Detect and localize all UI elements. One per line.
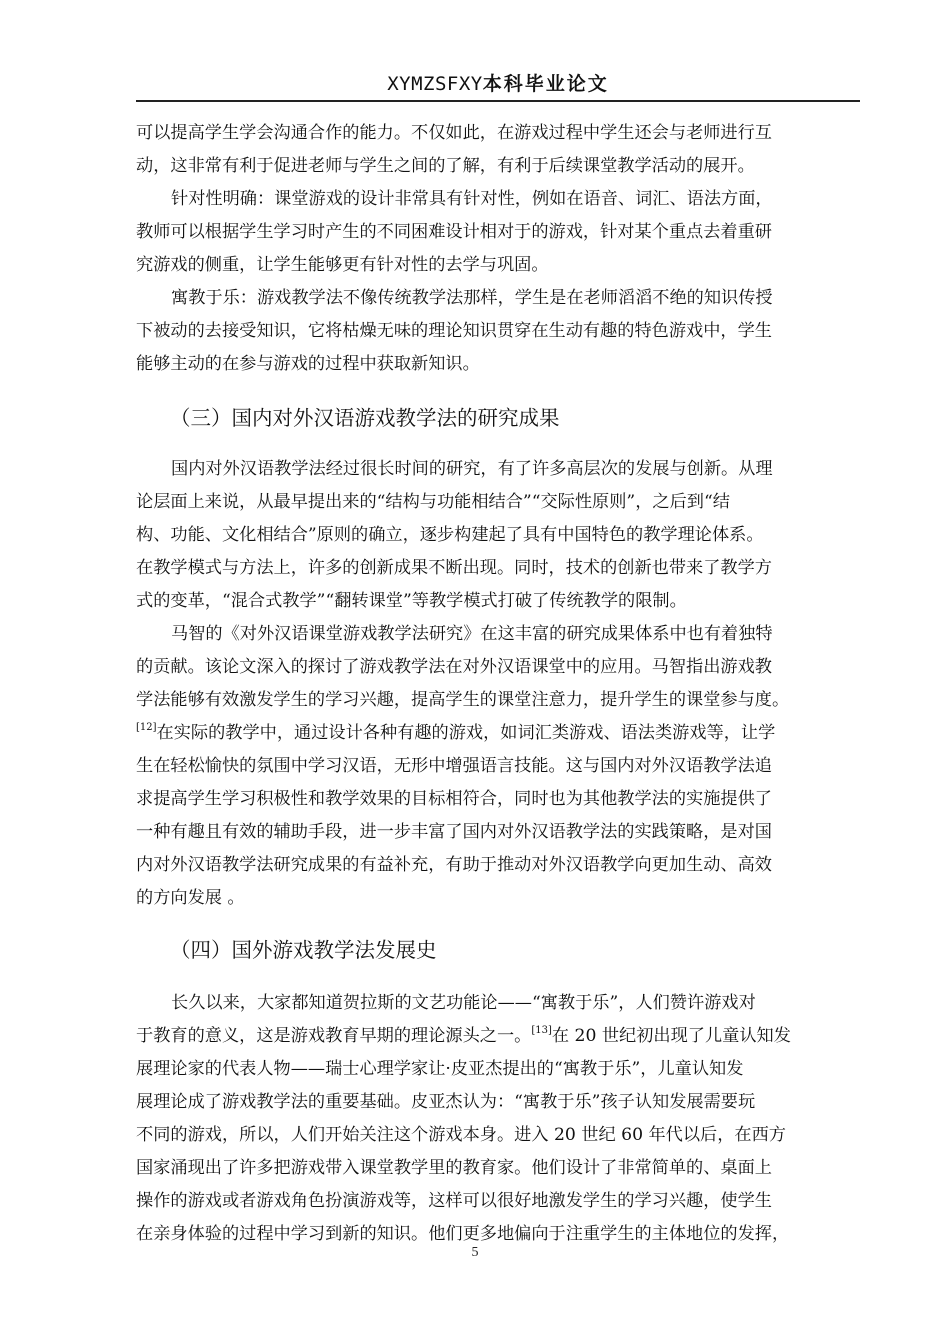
line-text: 在 20 世纪初出现了儿童认知发 [551, 1026, 791, 1046]
text-line: 长久以来，大家都知道贺拉斯的文艺功能论——“寓教于乐”，人们赞许游戏对 [171, 993, 756, 1013]
section-heading: （三）国内对外汉语游戏教学法的研究成果 [170, 406, 560, 430]
text-line: 教师可以根据学生学习时产生的不同困难设计相对于的游戏，针对某个重点去着重研 [136, 222, 772, 242]
paragraph [136, 987, 860, 1251]
text-line: 能够主动的在参与游戏的过程中获取新知识。 [136, 354, 480, 374]
text-line: 的方向发展 。 [136, 888, 245, 908]
text-line: 一种有趣且有效的辅助手段，进一步丰富了国内对外汉语教学法的实践策略，是对国 [136, 822, 772, 842]
text-line: 在教学模式与方法上，许多的创新成果不断出现。同时，技术的创新也带来了教学方 [136, 558, 772, 578]
citation-ref: [12] [136, 722, 157, 733]
document-body [136, 117, 860, 1251]
text-line: 国家涌现出了许多把游戏带入课堂教学里的教育家。他们设计了非常简单的、桌面上 [136, 1158, 772, 1178]
text-line: 生在轻松愉快的氛围中学习汉语，无形中增强语言技能。这与国内对外汉语教学法追 [136, 756, 772, 776]
paragraph [136, 453, 860, 618]
text-line: 针对性明确：课堂游戏的设计非常具有针对性，例如在语音、词汇、语法方面， [171, 189, 773, 209]
paragraph [136, 618, 860, 915]
text-line: 动，这非常有利于促进老师与学生之间的了解，有利于后续课堂教学活动的展开。 [136, 156, 755, 176]
header-latin: XYMZSFXY [387, 73, 483, 95]
header-chinese: 本科毕业论文 [482, 73, 609, 95]
text-line: 构、功能、文化相结合”原则的确立，逐步构建起了具有中国特色的教学理论体系。 [136, 525, 764, 545]
text-line: 寓教于乐：游戏教学法不像传统教学法那样，学生是在老师滔滔不绝的知识传授 [171, 288, 773, 308]
text-line: 求提高学生学习积极性和教学效果的目标相符合，同时也为其他教学法的实施提供了 [136, 789, 772, 809]
text-line: 式的变革，“混合式教学”“翻转课堂”等教学模式打破了传统教学的限制。 [136, 591, 687, 611]
text-line: 展理论家的代表人物——瑞士心理学家让·皮亚杰提出的“寓教于乐”，儿童认知发 [136, 1059, 744, 1079]
page-header [136, 70, 860, 98]
text-line: 在亲身体验的过程中学习到新的知识。他们更多地偏向于注重学生的主体地位的发挥， [136, 1224, 790, 1244]
citation-ref: [13] [531, 1025, 552, 1036]
text-line: 展理论成了游戏教学法的重要基础。皮亚杰认为：“寓教于乐”孩子认知发展需要玩 [136, 1092, 756, 1112]
header-rule [136, 100, 860, 102]
text-line: 国内对外汉语教学法经过很长时间的研究，有了许多高层次的发展与创新。从理 [171, 459, 773, 479]
text-line: 学法能够有效激发学生的学习兴趣，提高学生的课堂注意力，提升学生的课堂参与度。 [136, 690, 790, 710]
text-line: 马智的《对外汉语课堂游戏教学法研究》在这丰富的研究成果体系中也有着独特 [171, 624, 773, 644]
text-line: 不同的游戏，所以，人们开始关注这个游戏本身。进入 20 世纪 60 年代以后，在西方 [136, 1125, 786, 1145]
line-text: 于教育的意义，这是游戏教育早期的理论源头之一。 [136, 1026, 532, 1046]
text-line: 可以提高学生学会沟通合作的能力。不仅如此，在游戏过程中学生还会与老师进行互 [136, 123, 772, 143]
paragraph [136, 117, 860, 183]
text-line: 的贡献。该论文深入的探讨了游戏教学法在对外汉语课堂中的应用。马智指出游戏教 [136, 657, 772, 677]
text-line: 操作的游戏或者游戏角色扮演游戏等，这样可以很好地激发学生的学习兴趣，使学生 [136, 1191, 772, 1211]
text-line: 内对外汉语教学法研究成果的有益补充，有助于推动对外汉语教学向更加生动、高效 [136, 855, 772, 875]
text-line: 下被动的去接受知识，它将枯燥无味的理论知识贯穿在生动有趣的特色游戏中，学生 [136, 321, 772, 341]
paragraph [136, 183, 860, 282]
text-line: 论层面上来说，从最早提出来的“结构与功能相结合”“交际性原则”，之后到“结 [136, 492, 730, 512]
paragraph [136, 282, 860, 381]
text-line [136, 717, 860, 750]
line-text: 在实际的教学中，通过设计各种有趣的游戏，如词汇类游戏、语法类游戏等，让学 [156, 723, 776, 743]
section-heading: （四）国外游戏教学法发展史 [170, 938, 437, 962]
page-number: 5 [471, 1245, 479, 1260]
text-line: 究游戏的侧重，让学生能够更有针对性的去学与巩固。 [136, 255, 549, 275]
header-title [387, 73, 609, 95]
text-line [136, 1020, 860, 1053]
